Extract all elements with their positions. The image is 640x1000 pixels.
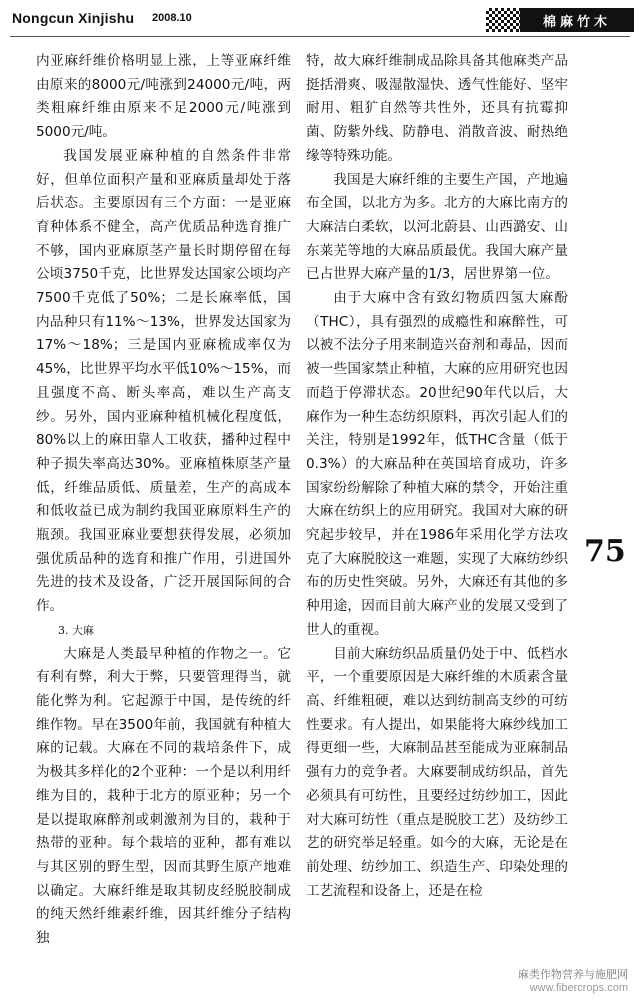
checkerboard-ornament xyxy=(486,8,520,32)
right-column xyxy=(306,50,568,903)
journal-name: Nongcun Xinjishu xyxy=(12,10,135,26)
left-column xyxy=(36,50,291,951)
issue-number: 2008.10 xyxy=(152,12,192,24)
header-rule xyxy=(10,36,630,37)
paragraph: 我国是大麻纤维的主要生产国，产地遍布全国，以北方为多。北方的大麻比南方的大麻洁白柔软，以河北蔚县、山西潞安、山东莱芜等地的大麻品质最优。我国大麻产量已占世界大麻产量的1/3，居世界第一位。 xyxy=(306,171,568,283)
paragraph: 目前大麻纺织品质量仍处于中、低档水平，一个重要原因是大麻纤维的木质素含量高、纤维粗硬，难以达到纺制高支纱的可纺性要求。有人提出，如果能将大麻纱线加工得更细一些，大麻制品甚至能成为亚麻制品强有力的竞争者。大麻要制成纺织品，首先必须具有可纺性，且要经过纺纱加工，因此对大麻可纺性（重点是脱胶工艺）及纺纱工艺的研究举足轻重。如今的大麻，无论是在前处理、纺纱加工、织造生产、印染处理的工艺流程和设备上，还是在检 xyxy=(306,645,568,899)
section-label: 棉麻竹木 xyxy=(520,8,634,32)
subheading: 3. 大麻 xyxy=(58,623,94,637)
paragraph: 由于大麻中含有致幻物质四氢大麻酚（THC），具有强烈的成瘾性和麻醉性，可以被不法分子用来制造兴奋剂和毒品，因而被一些国家禁止种植，大麻的应用研究也因而趋于停滞状态。20世纪90年代以后，大麻作为一种生态纺织原料，再次引起人们的关注，特别是1992年，低THC含量（低于0.3%）的大麻品种在英国培育成功，许多国家纷纷解除了种植大麻的禁令，开始注重大麻在纺织上的应用研究。我国对大麻的研究起步较早，并在1986年采用化学方法攻克了大麻脱胶这一难题，实现了大麻纺纱织布的历史性突破。另外，大麻还有其他的多种用途，因而目前大麻产业的发展又受到了世人的重视。 xyxy=(306,290,568,638)
paragraph: 我国发展亚麻种植的自然条件非常好，但单位面积产量和亚麻质量却处于落后状态。主要原因有三个方面：一是亚麻育种体系不健全，高产优质品种选育推广不够，国内亚麻原茎产量长时期停留在每公顷3750千克，比世界发达国家公顷均产7500千克低了50%；二是长麻率低，国内品种只有11%～13%，世界发达国家为17%～18%；三是国内亚麻梳成率仅为45%，比世界平均水平低10%～15%，而且强度不高、断头率高，难以生产高支纱。另外，国内亚麻种植机械化程度低，80%以上的麻田靠人工收获，播种过程中种子损失率高达30%。亚麻植株原茎产量低，纤维品质低、质量差，生产的高成本和低收益已成为制约我国亚麻原料生产的瓶颈。我国亚麻业要想获得发展，必须加强优质品种的选育和推广作用，引进国外先进的技术及设备，广泛开展国际间的合作。 xyxy=(36,147,291,615)
paragraph: 特，故大麻纤维制成品除具备其他麻类产品挺括滑爽、吸湿散湿快、透气性能好、坚牢耐用、粗犷自然等共性外，还具有抗霉抑菌、防紫外线、防静电、消散音波、耐热绝缘等特殊功能。 xyxy=(306,53,568,164)
watermark-url: www.fibercrops.com xyxy=(529,982,628,994)
page-number: 75 xyxy=(584,534,626,569)
paragraph: 内亚麻纤维价格明显上涨，上等亚麻纤维由原来的8000元/吨涨到24000元/吨，两类粗麻纤维由原来不足2000元/吨涨到5000元/吨。 xyxy=(36,53,291,141)
paragraph: 大麻是人类最早种植的作物之一。它有利有弊，利大于弊，只要管理得当，就能化弊为利。它起源于中国，是传统的纤维作物。早在3500年前，我国就有种植大麻的记载。大麻在不同的栽培条件下，成为极其多样化的2个亚种：一个是以利用纤维为目的，栽种于北方的原亚种；另一个是以提取麻醉剂或刺激剂为目的，栽种于热带的亚种。每个栽培的亚种，都有难以与其区别的野生型，因而其野生原产地难以确定。大麻纤维是取其韧皮经脱胶制成的纯天然纤维素纤维，因其纤维分子结构独 xyxy=(36,645,291,947)
watermark-text: 麻类作物营养与施肥网 xyxy=(518,968,628,981)
